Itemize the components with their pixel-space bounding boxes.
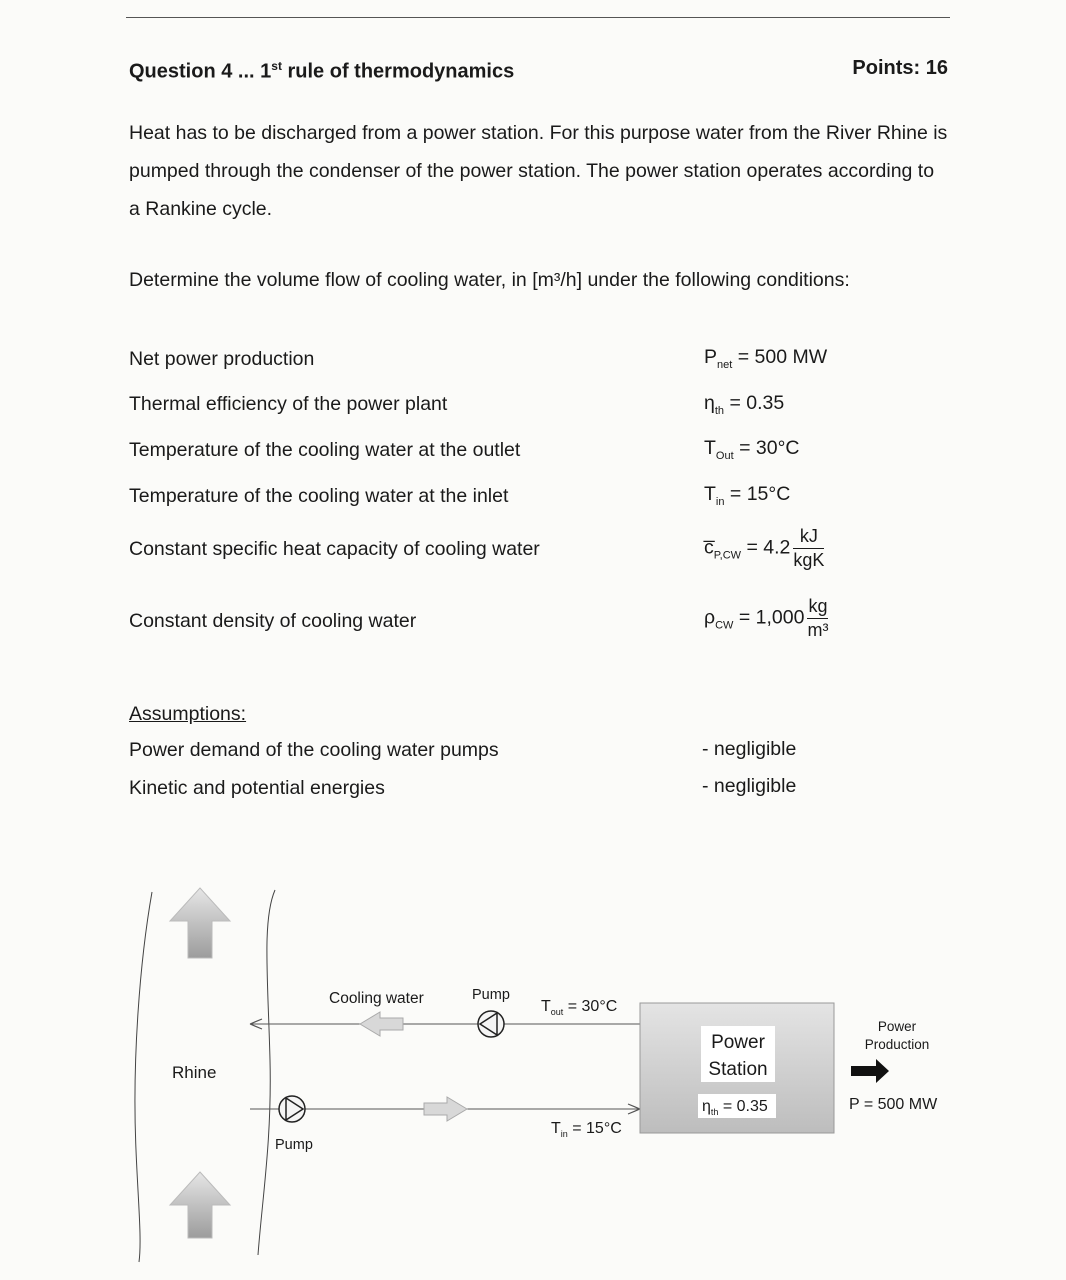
power-station-label: Power [711, 1032, 765, 1053]
intro-paragraph: Heat has to be discharged from a power station. For this purpose water from the River Rhine is pumped through the condenser of the power station. The power station operates according to a Rankine cycle. [129, 122, 948, 220]
assumption-label: Kinetic and potential energies [129, 777, 385, 799]
t-out-label: $T_{out} = 30^\circ C$ [541, 998, 618, 1017]
assumption-label: Power demand of the cooling water pumps [129, 739, 499, 761]
power-production-label: Power [877, 1019, 917, 1034]
pump-bottom-label: Pump [275, 1137, 313, 1153]
condition-label: Constant specific heat capacity of cooling water [129, 538, 540, 560]
condition-equation: $P_{net} = 500$ MW [704, 346, 828, 371]
power-value-label: P = 500 MW [849, 1096, 938, 1113]
assumptions-heading: Assumptions: [129, 703, 247, 725]
condition-label: Net power production [129, 348, 315, 370]
cooling-flow-arrow-left-icon [360, 1012, 403, 1036]
pump-top-label: Pump [472, 987, 510, 1003]
river-bank-right [258, 890, 275, 1255]
condition-label: Thermal efficiency of the power plant [129, 393, 448, 415]
condition-equation: $c̅_{P,CW} = 4.2$ $\frac{kJ}{\text{kgK}}$ [704, 526, 825, 570]
task-statement: Determine the volume flow of cooling water, in [m³/h] under the following conditions: [129, 269, 850, 291]
assumption-value: - negligible [702, 775, 797, 797]
rhine-label: Rhine [172, 1063, 217, 1082]
river-flow-arrow-up-icon [170, 888, 230, 958]
assumption-value: - negligible [702, 738, 797, 760]
power-station-label: Station [708, 1059, 768, 1080]
unit-fraction: $\frac{kJ}{\text{kgK}}$ [793, 526, 825, 570]
condition-equation: $T_{Out} = 30^\circ C$ [704, 437, 800, 462]
condition-equation: $\eta_{th} = 0.35$ [704, 392, 785, 417]
pump-top-icon [478, 1011, 504, 1037]
t-in-label: $T_{in} = 15^\circ C$ [551, 1120, 622, 1139]
river-flow-arrow-up-icon [170, 1172, 230, 1238]
pump-bottom-icon [279, 1096, 305, 1122]
power-output-arrow-icon [851, 1059, 889, 1083]
power-production-label: Production [864, 1037, 930, 1052]
efficiency-label: $\eta_{th} = 0.35$ [702, 1098, 768, 1117]
river-bank-left [135, 892, 152, 1262]
cooling-flow-arrow-right-icon [424, 1097, 467, 1121]
condition-equation: $\rho_{CW} = 1,000$ $\frac{kg}{\text{m³}}$ [704, 596, 829, 640]
condition-equation: $T_{in} = 15^\circ C$ [704, 483, 791, 508]
condition-label: Temperature of the cooling water at the inlet [129, 485, 509, 507]
cooling-water-label: Cooling water [329, 990, 424, 1007]
condition-label: Constant density of cooling water [129, 610, 417, 632]
question-title: Question 4 ... 1st rule of thermodynamics [129, 59, 515, 83]
condition-label: Temperature of the cooling water at the outlet [129, 439, 521, 461]
unit-fraction: $\frac{kg}{\text{m³}}$ [807, 596, 829, 640]
points-label: Points: 16 [852, 57, 948, 79]
